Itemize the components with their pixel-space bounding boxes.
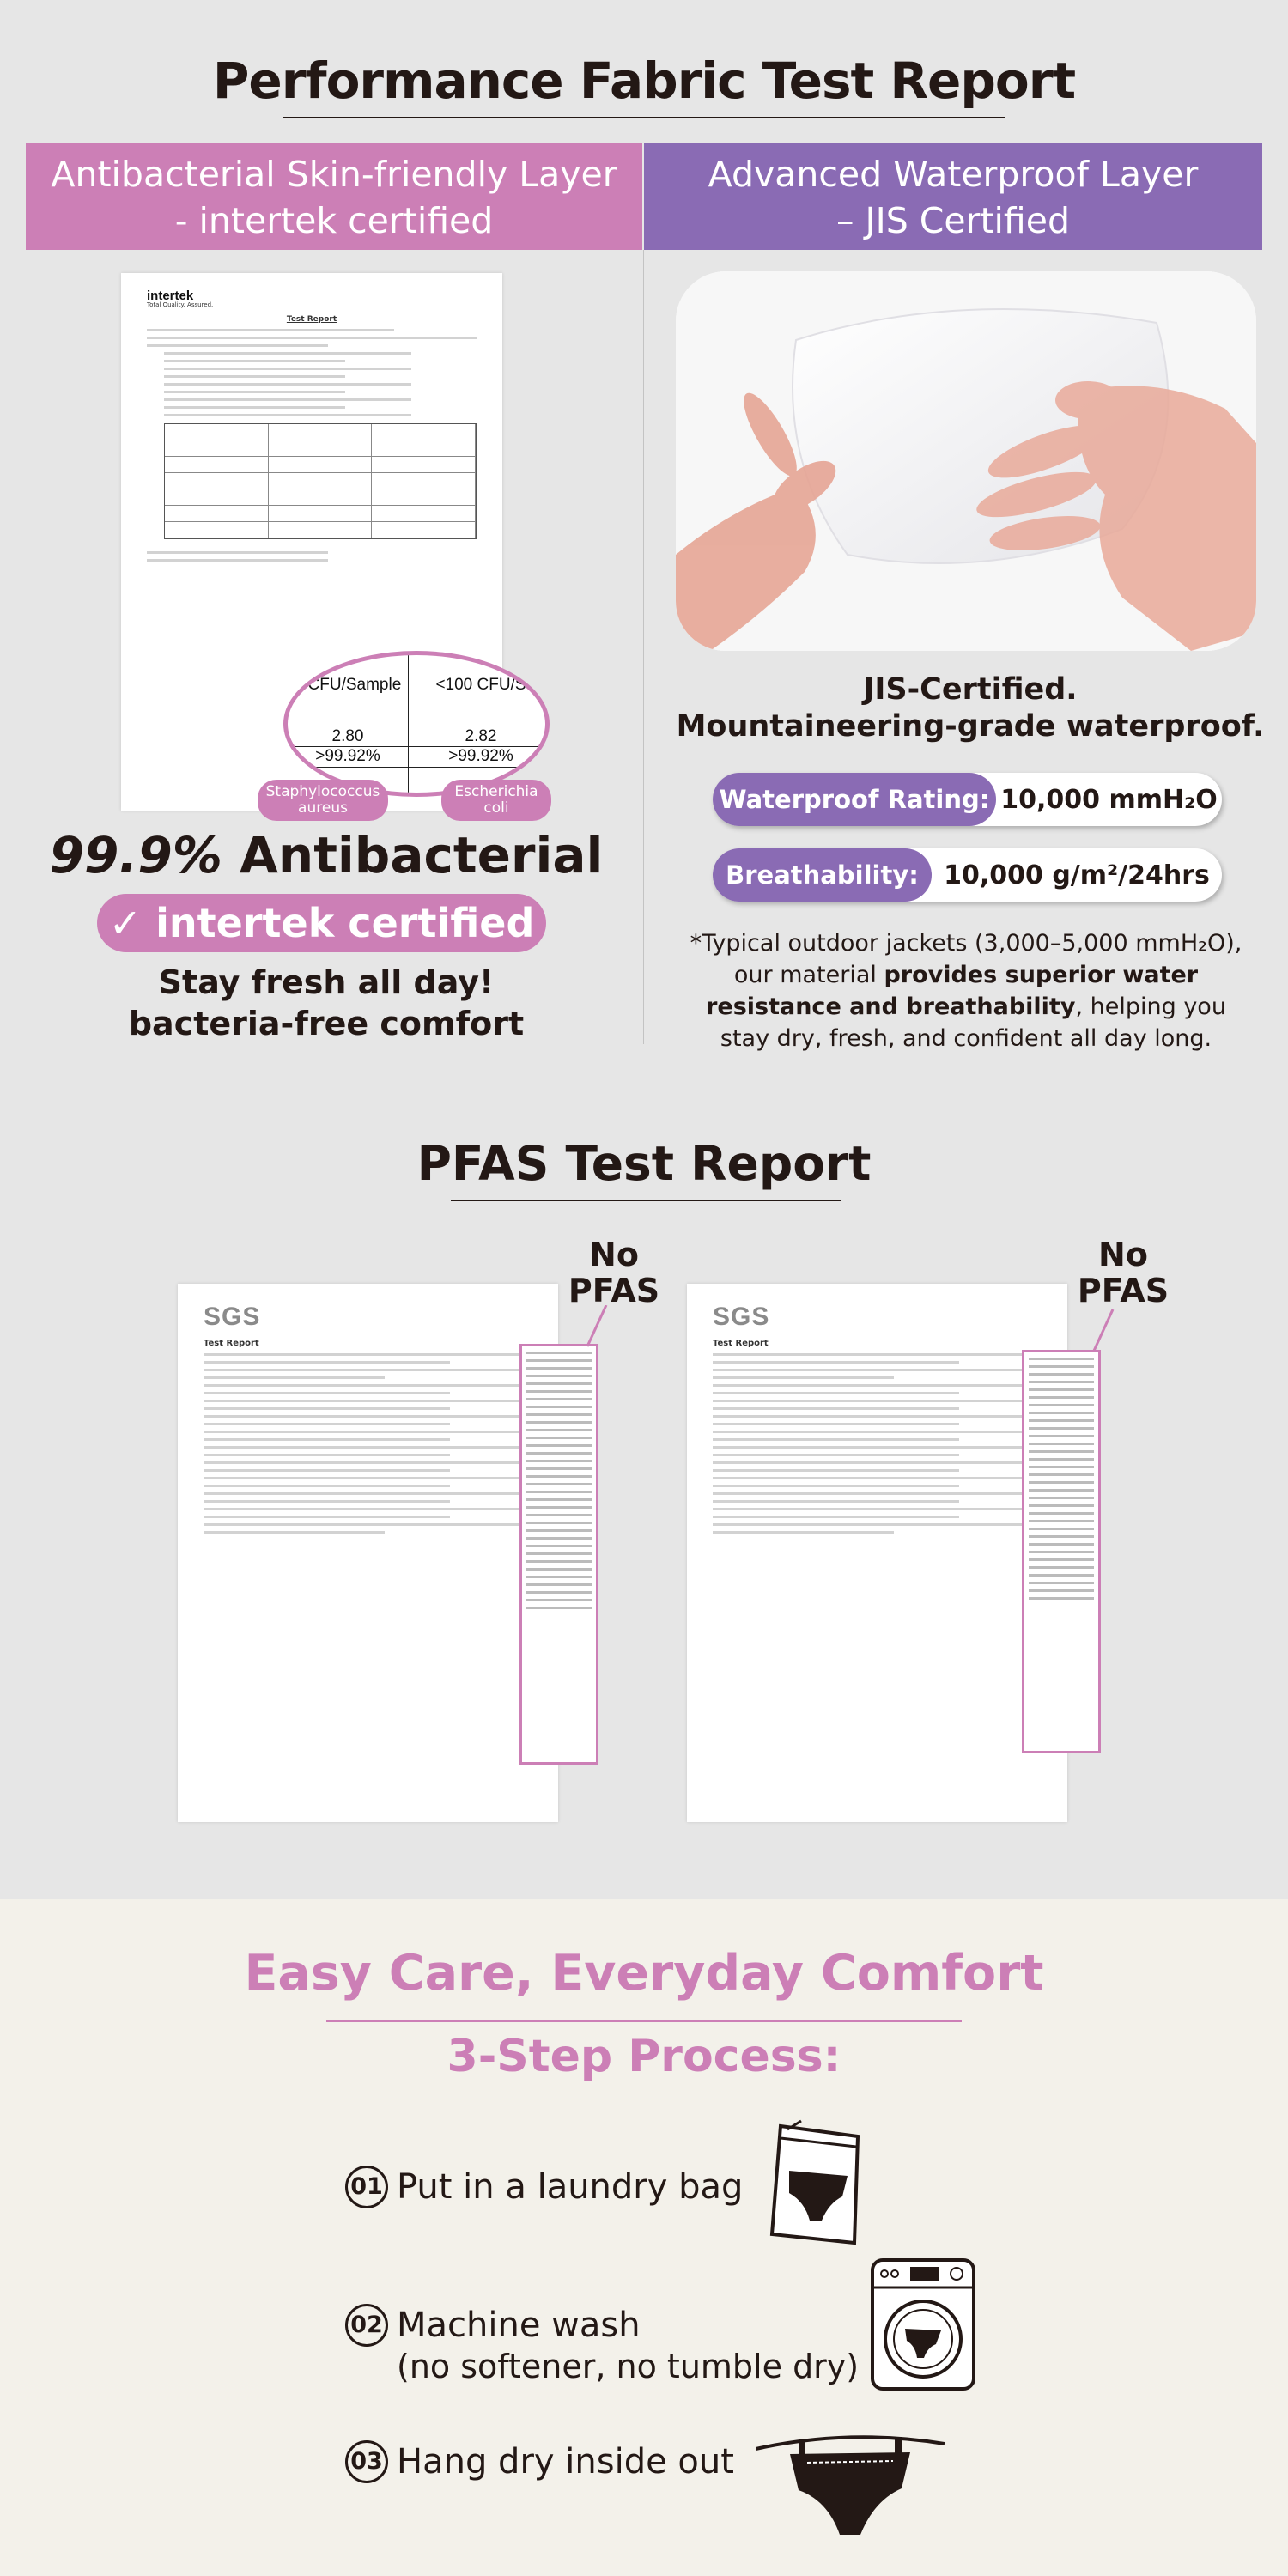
- title-underline: [283, 117, 1005, 118]
- no-pfas-label-1: [558, 1236, 670, 1309]
- doc-text-line: [147, 344, 328, 347]
- callout-line-2: [1091, 1309, 1116, 1352]
- breathability-spec: [713, 848, 1222, 902]
- doc-text-line: [204, 1461, 532, 1464]
- doc-text-line: [164, 406, 345, 409]
- care-title: Easy Care, Everyday Comfort: [244, 1945, 1044, 2002]
- doc-text-line: [713, 1423, 959, 1425]
- care-step-1: [345, 2166, 743, 2208]
- pfas-title: PFAS Test Report: [416, 1136, 872, 1191]
- step-number: 03: [345, 2440, 388, 2483]
- waterproof-note: [683, 927, 1249, 1054]
- hanging-underwear-icon: [756, 2423, 945, 2552]
- sgs-report-1: [178, 1284, 558, 1822]
- pill-line: coli: [483, 799, 509, 817]
- ecoli-pill: [441, 780, 551, 821]
- pfas-result-column-2: [1022, 1350, 1101, 1753]
- spec-value: 10,000 mmH₂O: [1000, 784, 1218, 815]
- badge-text: intertek certified: [155, 900, 535, 946]
- spec-label: Waterproof Rating:: [713, 773, 996, 826]
- doc-text-line: [147, 559, 328, 562]
- laundry-bag-icon: [769, 2119, 870, 2248]
- jis-title: [653, 671, 1288, 745]
- doc-text-line: [713, 1469, 959, 1472]
- doc-text-line: [147, 337, 477, 339]
- doc-text-line: [713, 1461, 1042, 1464]
- antibacterial-band-line2: - intertek certified: [174, 200, 494, 241]
- step-number: 01: [345, 2166, 388, 2208]
- antibacterial-tagline: [26, 962, 627, 1044]
- doc-text-line: [164, 360, 345, 362]
- sgs-heading: Test Report: [204, 1339, 259, 1348]
- doc-text-line: [713, 1369, 1042, 1371]
- doc-text-line: [713, 1485, 959, 1487]
- sgs-report-2: [687, 1284, 1067, 1822]
- doc-text-line: [164, 368, 411, 370]
- doc-text-line: [204, 1531, 385, 1534]
- doc-text-line: [713, 1516, 959, 1518]
- doc-text-line: [164, 375, 345, 378]
- care-underline: [326, 2020, 962, 2022]
- tagline-line: bacteria-free comfort: [128, 1005, 525, 1042]
- doc-text-line: [713, 1376, 894, 1379]
- no-pfas-line: PFAS: [568, 1272, 660, 1309]
- magnified-cell: <100 CFU/S: [435, 676, 526, 694]
- doc-text-line: [164, 391, 345, 393]
- doc-text-line: [204, 1477, 532, 1479]
- antibacterial-band-line1: Antibacterial Skin-friendly Layer: [51, 154, 617, 195]
- doc-text-line: [204, 1469, 450, 1472]
- pfas-underline: [451, 1200, 841, 1201]
- doc-text-line: [204, 1361, 450, 1364]
- doc-text-line: [204, 1500, 450, 1503]
- no-pfas-line: No: [1098, 1236, 1148, 1273]
- tagline-line: Stay fresh all day!: [158, 963, 495, 1001]
- doc-text-line: [713, 1523, 1042, 1526]
- intertek-logo-tagline: Total Quality. Assured.: [147, 301, 214, 308]
- antibacterial-band: [26, 143, 642, 250]
- no-pfas-line: PFAS: [1077, 1272, 1170, 1309]
- doc-text-line: [713, 1431, 1042, 1433]
- magnified-cell: 2.80: [331, 727, 364, 745]
- doc-text-line: [713, 1446, 1042, 1449]
- doc-text-line: [713, 1477, 1042, 1479]
- doc-text-line: [713, 1508, 1042, 1510]
- doc-text-line: [204, 1415, 532, 1418]
- jis-title-line: Mountaineering-grade waterproof.: [676, 709, 1265, 744]
- doc-text-line: [204, 1376, 385, 1379]
- no-pfas-label-2: [1067, 1236, 1179, 1309]
- page-title: Performance Fabric Test Report: [212, 52, 1076, 110]
- intertek-certified-badge: [97, 894, 546, 952]
- waterproof-band: [644, 143, 1262, 250]
- doc-text-line: [204, 1384, 532, 1387]
- doc-text-line: [713, 1400, 1042, 1402]
- antibacterial-word: Antibacterial: [240, 826, 604, 884]
- pill-line: aureus: [298, 799, 348, 817]
- doc-text-line: [204, 1400, 532, 1402]
- waterproof-rating-spec: [713, 773, 1222, 826]
- results-table: [164, 423, 477, 539]
- step-subtext: (no softener, no tumble dry): [397, 2348, 860, 2385]
- waterproof-band-line2: – JIS Certified: [835, 200, 1071, 241]
- doc-text-line: [204, 1392, 450, 1394]
- doc-text-line: [713, 1492, 1042, 1495]
- doc-text-line: [713, 1353, 1042, 1356]
- doc-text-line: [204, 1438, 450, 1441]
- doc-text-line: [713, 1407, 959, 1410]
- intertek-logo: intertek: [147, 289, 194, 303]
- no-pfas-line: No: [589, 1236, 639, 1273]
- magnified-results: [288, 655, 545, 793]
- magnifier-lens: [283, 651, 550, 797]
- doc-text-line: [204, 1423, 450, 1425]
- magnified-cell: >99.92%: [448, 747, 513, 765]
- magnified-cell: >99.92%: [315, 747, 380, 765]
- doc-text-line: [147, 329, 394, 331]
- doc-text-line: [713, 1392, 959, 1394]
- doc-text-line: [713, 1438, 959, 1441]
- note-bold: provides superior water resistance and breathability: [706, 962, 1199, 1020]
- doc-text-line: [204, 1492, 532, 1495]
- care-step-3: [345, 2440, 734, 2483]
- sgs-logo: SGS: [204, 1303, 261, 1331]
- doc-text-line: [713, 1531, 894, 1534]
- doc-text-line: [204, 1353, 532, 1356]
- care-step-2: [345, 2304, 859, 2386]
- pfas-result-column-1: [519, 1344, 598, 1765]
- note-text: *Typical outdoor jackets (3,000–5,000 mmH₂O), our material: [690, 930, 1242, 988]
- spec-value: 10,000 g/m²/24hrs: [944, 860, 1210, 890]
- doc-text-line: [713, 1384, 1042, 1387]
- spec-label: Breathability:: [713, 848, 932, 902]
- magnified-cell: 0 CFU/Sample: [294, 676, 402, 694]
- magnified-cell: 2.82: [465, 727, 497, 745]
- membrane-hands-photo: [676, 271, 1256, 651]
- doc-text-line: [204, 1407, 450, 1410]
- antibacterial-headline: [26, 826, 627, 884]
- doc-text-line: [204, 1516, 450, 1518]
- check-icon: ✓: [108, 900, 143, 946]
- doc-text-line: [164, 383, 411, 386]
- doc-text-line: [164, 414, 411, 416]
- step-text: Hang dry inside out: [397, 2442, 734, 2482]
- step-number: 02: [345, 2304, 388, 2347]
- washing-machine-icon: [867, 2257, 979, 2394]
- doc-text-line: [713, 1500, 959, 1503]
- pill-line: Staphylococcus: [265, 783, 380, 800]
- certificate-heading: Test Report: [286, 315, 337, 324]
- doc-text-line: [164, 352, 411, 355]
- doc-text-line: [204, 1508, 532, 1510]
- pill-line: Escherichia: [454, 783, 538, 800]
- hands-illustration: [676, 271, 1256, 651]
- step-text: Machine wash: [397, 2306, 641, 2345]
- antibacterial-percent: 99.9%: [49, 826, 222, 884]
- care-subtitle: 3-Step Process:: [447, 2031, 841, 2082]
- doc-text-line: [204, 1454, 450, 1456]
- jis-title-line: JIS-Certified.: [863, 672, 1078, 707]
- doc-text-line: [204, 1431, 532, 1433]
- doc-text-line: [204, 1369, 532, 1371]
- waterproof-band-line1: Advanced Waterproof Layer: [708, 154, 1199, 195]
- column-divider: [643, 250, 644, 1044]
- callout-line-1: [584, 1305, 610, 1348]
- doc-text-line: [204, 1485, 450, 1487]
- step-text: Put in a laundry bag: [397, 2167, 744, 2207]
- doc-text-line: [713, 1415, 1042, 1418]
- doc-text-line: [204, 1446, 532, 1449]
- doc-text-line: [713, 1454, 959, 1456]
- doc-text-line: [147, 551, 328, 554]
- doc-text-line: [204, 1523, 532, 1526]
- staphylococcus-pill: [258, 780, 388, 821]
- sgs-heading: Test Report: [713, 1339, 769, 1348]
- doc-text-line: [713, 1361, 959, 1364]
- doc-text-line: [164, 398, 411, 401]
- sgs-logo: SGS: [713, 1303, 770, 1331]
- note-text: , helping you stay dry, fresh, and confident all day long.: [720, 993, 1226, 1052]
